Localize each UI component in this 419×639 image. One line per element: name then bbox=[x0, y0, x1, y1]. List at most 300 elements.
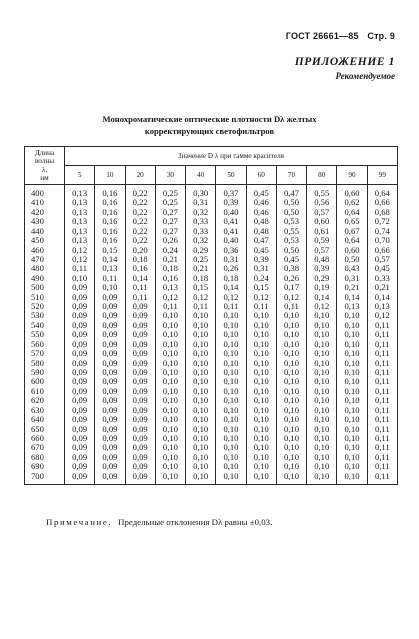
page-header bbox=[280, 31, 395, 41]
density-cell: 0,25 bbox=[155, 185, 185, 199]
density-cell: 0,16 bbox=[125, 264, 155, 273]
gamma-column-header: 40 bbox=[186, 166, 216, 185]
density-cell: 0,10 bbox=[216, 453, 246, 462]
density-cell: 0,41 bbox=[216, 217, 246, 226]
density-cell: 0,13 bbox=[65, 185, 95, 199]
row-header-line: Длина bbox=[34, 148, 55, 157]
density-cell: 0,09 bbox=[125, 472, 155, 485]
density-cell: 0,27 bbox=[155, 227, 185, 236]
density-cell: 0,13 bbox=[155, 283, 185, 292]
density-cell: 0,10 bbox=[216, 472, 246, 485]
density-cell: 0,53 bbox=[276, 217, 306, 226]
density-cell: 0,10 bbox=[246, 396, 276, 405]
density-cell: 0,09 bbox=[65, 443, 95, 452]
density-cell: 0,13 bbox=[65, 236, 95, 245]
density-cell: 0,10 bbox=[307, 349, 337, 358]
density-cell: 0,09 bbox=[95, 311, 125, 320]
density-cell: 0,66 bbox=[367, 198, 397, 207]
standard-number: ГОСТ 26661—85 bbox=[285, 31, 359, 41]
density-cell: 0,74 bbox=[367, 227, 397, 236]
density-cell: 0,10 bbox=[307, 368, 337, 377]
density-cell: 0,27 bbox=[155, 217, 185, 226]
density-cell: 0,57 bbox=[307, 208, 337, 217]
wavelength-cell: 430 bbox=[25, 217, 65, 226]
density-cell: 0,31 bbox=[246, 264, 276, 273]
density-cell: 0,26 bbox=[155, 236, 185, 245]
density-cell: 0,60 bbox=[307, 217, 337, 226]
density-cell: 0,09 bbox=[95, 340, 125, 349]
density-cell: 0,10 bbox=[276, 359, 306, 368]
density-cell: 0,22 bbox=[125, 227, 155, 236]
density-cell: 0,09 bbox=[95, 330, 125, 339]
density-cell: 0,12 bbox=[367, 311, 397, 320]
density-cell: 0,09 bbox=[95, 387, 125, 396]
density-cell: 0,09 bbox=[95, 415, 125, 424]
density-cell: 0,55 bbox=[276, 227, 306, 236]
wavelength-header bbox=[25, 147, 65, 185]
table-title-line2: корректирующих светофильтров bbox=[144, 126, 275, 136]
gamma-column-header: 50 bbox=[216, 166, 246, 185]
density-cell: 0,10 bbox=[276, 462, 306, 471]
density-cell: 0,10 bbox=[246, 453, 276, 462]
density-cell: 0,11 bbox=[367, 340, 397, 349]
density-cell: 0,09 bbox=[65, 302, 95, 311]
gamma-column-header: 30 bbox=[155, 166, 185, 185]
gamma-column-header: 70 bbox=[276, 166, 306, 185]
density-cell: 0,09 bbox=[95, 472, 125, 485]
density-cell: 0,10 bbox=[216, 359, 246, 368]
density-cell: 0,11 bbox=[276, 302, 306, 311]
density-cell: 0,11 bbox=[367, 330, 397, 339]
density-cell: 0,47 bbox=[246, 236, 276, 245]
density-cell: 0,10 bbox=[155, 462, 185, 471]
density-cell: 0,10 bbox=[246, 462, 276, 471]
density-cell: 0,70 bbox=[367, 236, 397, 245]
density-cell: 0,10 bbox=[216, 368, 246, 377]
density-cell: 0,13 bbox=[95, 264, 125, 273]
density-cell: 0,10 bbox=[246, 434, 276, 443]
density-cell: 0,09 bbox=[95, 349, 125, 358]
density-cell: 0,10 bbox=[216, 425, 246, 434]
density-cell: 0,10 bbox=[186, 349, 216, 358]
density-cell: 0,18 bbox=[125, 255, 155, 264]
wavelength-cell: 400 bbox=[25, 185, 65, 199]
density-cell: 0,45 bbox=[246, 185, 276, 199]
gamma-column-header: 99 bbox=[367, 166, 397, 185]
density-cell: 0,13 bbox=[65, 227, 95, 236]
wavelength-cell: 420 bbox=[25, 208, 65, 217]
density-cell: 0,09 bbox=[65, 472, 95, 485]
density-cell: 0,24 bbox=[155, 246, 185, 255]
density-cell: 0,11 bbox=[125, 293, 155, 302]
density-cell: 0,09 bbox=[125, 462, 155, 471]
density-cell: 0,31 bbox=[186, 198, 216, 207]
density-cell: 0,50 bbox=[276, 198, 306, 207]
density-cell: 0,09 bbox=[65, 406, 95, 415]
appendix-subtitle: Рекомендуемое bbox=[335, 71, 395, 81]
density-cell: 0,11 bbox=[216, 302, 246, 311]
density-cell: 0,10 bbox=[246, 330, 276, 339]
wavelength-cell: 520 bbox=[25, 302, 65, 311]
density-cell: 0,10 bbox=[337, 434, 367, 443]
density-cell: 0,11 bbox=[367, 377, 397, 386]
density-cell: 0,48 bbox=[246, 217, 276, 226]
density-cell: 0,21 bbox=[186, 264, 216, 273]
density-cell: 0,10 bbox=[246, 472, 276, 485]
density-cell: 0,16 bbox=[95, 236, 125, 245]
density-cell: 0,10 bbox=[155, 425, 185, 434]
density-cell: 0,09 bbox=[95, 406, 125, 415]
density-cell: 0,10 bbox=[155, 434, 185, 443]
density-cell: 0,41 bbox=[216, 227, 246, 236]
density-cell: 0,11 bbox=[367, 359, 397, 368]
density-cell: 0,27 bbox=[155, 208, 185, 217]
density-cell: 0,10 bbox=[337, 368, 367, 377]
density-cell: 0,10 bbox=[155, 349, 185, 358]
gamma-column-header: 10 bbox=[95, 166, 125, 185]
density-cell: 0,10 bbox=[246, 425, 276, 434]
density-cell: 0,09 bbox=[95, 302, 125, 311]
density-cell: 0,10 bbox=[337, 359, 367, 368]
density-cell: 0,10 bbox=[155, 387, 185, 396]
density-cell: 0,15 bbox=[95, 246, 125, 255]
density-cell: 0,09 bbox=[125, 311, 155, 320]
density-cell: 0,09 bbox=[65, 311, 95, 320]
density-cell: 0,16 bbox=[95, 227, 125, 236]
density-cell: 0,17 bbox=[276, 283, 306, 292]
density-cell: 0,14 bbox=[95, 255, 125, 264]
density-cell: 0,10 bbox=[307, 359, 337, 368]
density-cell: 0,11 bbox=[367, 453, 397, 462]
density-cell: 0,11 bbox=[125, 283, 155, 292]
wavelength-cell: 690 bbox=[25, 462, 65, 471]
density-cell: 0,10 bbox=[276, 472, 306, 485]
density-cell: 0,11 bbox=[367, 443, 397, 452]
density-cell: 0,09 bbox=[65, 359, 95, 368]
density-cell: 0,10 bbox=[276, 434, 306, 443]
density-cell: 0,10 bbox=[216, 321, 246, 330]
appendix-heading bbox=[295, 56, 395, 81]
wavelength-cell: 560 bbox=[25, 340, 65, 349]
density-cell: 0,10 bbox=[155, 406, 185, 415]
density-cell: 0,64 bbox=[337, 208, 367, 217]
density-cell: 0,10 bbox=[337, 387, 367, 396]
density-cell: 0,46 bbox=[246, 208, 276, 217]
density-cell: 0,09 bbox=[95, 359, 125, 368]
density-cell: 0,09 bbox=[65, 434, 95, 443]
density-cell: 0,10 bbox=[186, 462, 216, 471]
density-cell: 0,18 bbox=[155, 264, 185, 273]
density-cell: 0,10 bbox=[246, 321, 276, 330]
density-cell: 0,26 bbox=[216, 264, 246, 273]
density-cell: 0,10 bbox=[307, 462, 337, 471]
density-cell: 0,10 bbox=[216, 406, 246, 415]
wavelength-cell: 490 bbox=[25, 274, 65, 283]
density-cell: 0,36 bbox=[216, 246, 246, 255]
row-header-line: волны bbox=[34, 157, 55, 165]
density-cell: 0,50 bbox=[337, 255, 367, 264]
density-cell: 0,72 bbox=[367, 217, 397, 226]
row-header-line: нм bbox=[40, 174, 49, 182]
table-title-line1: Монохроматические оптические плотности Dλ желтых bbox=[102, 114, 317, 124]
density-cell: 0,10 bbox=[337, 340, 367, 349]
density-cell: 0,10 bbox=[276, 321, 306, 330]
density-cell: 0,09 bbox=[125, 377, 155, 386]
density-cell: 0,10 bbox=[216, 311, 246, 320]
density-cell: 0,10 bbox=[186, 472, 216, 485]
row-header-line: λ, bbox=[41, 165, 48, 174]
density-cell: 0,37 bbox=[216, 185, 246, 199]
density-cell: 0,09 bbox=[95, 377, 125, 386]
density-cell: 0,09 bbox=[125, 368, 155, 377]
wavelength-cell: 590 bbox=[25, 368, 65, 377]
wavelength-cell: 570 bbox=[25, 349, 65, 358]
density-cell: 0,09 bbox=[125, 434, 155, 443]
density-cell: 0,09 bbox=[65, 330, 95, 339]
density-cell: 0,09 bbox=[95, 368, 125, 377]
density-cell: 0,33 bbox=[367, 274, 397, 283]
density-cell: 0,10 bbox=[307, 472, 337, 485]
density-cell: 0,10 bbox=[307, 340, 337, 349]
density-cell: 0,10 bbox=[246, 377, 276, 386]
density-cell: 0,61 bbox=[307, 227, 337, 236]
density-cell: 0,10 bbox=[276, 368, 306, 377]
density-cell: 0,10 bbox=[307, 311, 337, 320]
density-cell: 0,10 bbox=[276, 377, 306, 386]
density-cell: 0,25 bbox=[155, 198, 185, 207]
density-cell: 0,09 bbox=[95, 462, 125, 471]
density-cell: 0,10 bbox=[216, 434, 246, 443]
density-cell: 0,10 bbox=[155, 368, 185, 377]
wavelength-cell: 480 bbox=[25, 264, 65, 273]
density-cell: 0,12 bbox=[186, 293, 216, 302]
density-cell: 0,09 bbox=[65, 387, 95, 396]
density-cell: 0,10 bbox=[155, 443, 185, 452]
density-cell: 0,09 bbox=[65, 462, 95, 471]
wavelength-cell: 530 bbox=[25, 311, 65, 320]
density-cell: 0,10 bbox=[246, 340, 276, 349]
density-cell: 0,09 bbox=[65, 377, 95, 386]
density-cell: 0,16 bbox=[155, 274, 185, 283]
density-cell: 0,09 bbox=[65, 340, 95, 349]
density-cell: 0,10 bbox=[307, 453, 337, 462]
density-cell: 0,22 bbox=[125, 217, 155, 226]
density-cell: 0,67 bbox=[337, 227, 367, 236]
density-cell: 0,10 bbox=[216, 340, 246, 349]
density-cell: 0,15 bbox=[186, 283, 216, 292]
density-cell: 0,14 bbox=[307, 293, 337, 302]
density-cell: 0,33 bbox=[186, 227, 216, 236]
density-cell: 0,13 bbox=[337, 302, 367, 311]
density-cell: 0,09 bbox=[65, 283, 95, 292]
note-text: Предельные отклонения Dλ равны ±0,03. bbox=[118, 517, 273, 527]
density-cell: 0,11 bbox=[367, 368, 397, 377]
density-cell: 0,21 bbox=[337, 283, 367, 292]
density-cell: 0,10 bbox=[276, 349, 306, 358]
wavelength-cell: 550 bbox=[25, 330, 65, 339]
gamma-column-header: 60 bbox=[246, 166, 276, 185]
gamma-group-header: Значение D λ при гамме красителя bbox=[65, 147, 398, 166]
wavelength-cell: 460 bbox=[25, 246, 65, 255]
density-cell: 0,10 bbox=[276, 387, 306, 396]
density-cell: 0,10 bbox=[246, 387, 276, 396]
density-cell: 0,09 bbox=[125, 415, 155, 424]
density-cell: 0,10 bbox=[307, 387, 337, 396]
density-cell: 0,10 bbox=[276, 396, 306, 405]
wavelength-cell: 440 bbox=[25, 227, 65, 236]
density-cell: 0,20 bbox=[125, 246, 155, 255]
density-cell: 0,10 bbox=[155, 453, 185, 462]
density-cell: 0,10 bbox=[246, 368, 276, 377]
wavelength-cell: 620 bbox=[25, 396, 65, 405]
density-cell: 0,10 bbox=[276, 415, 306, 424]
density-cell: 0,45 bbox=[276, 255, 306, 264]
density-cell: 0,68 bbox=[367, 208, 397, 217]
density-cell: 0,10 bbox=[276, 340, 306, 349]
density-cell: 0,10 bbox=[246, 349, 276, 358]
density-cell: 0,12 bbox=[276, 293, 306, 302]
density-cell: 0,57 bbox=[307, 246, 337, 255]
density-cell: 0,22 bbox=[125, 208, 155, 217]
density-cell: 0,09 bbox=[125, 406, 155, 415]
density-cell: 0,38 bbox=[276, 264, 306, 273]
density-cell: 0,10 bbox=[276, 443, 306, 452]
density-cell: 0,13 bbox=[367, 302, 397, 311]
density-cell: 0,50 bbox=[276, 208, 306, 217]
density-cell: 0,29 bbox=[186, 246, 216, 255]
density-cell: 0,10 bbox=[337, 443, 367, 452]
density-cell: 0,40 bbox=[216, 236, 246, 245]
density-cell: 0,10 bbox=[307, 415, 337, 424]
density-cell: 0,14 bbox=[216, 283, 246, 292]
density-cell: 0,43 bbox=[337, 264, 367, 273]
density-cell: 0,14 bbox=[367, 293, 397, 302]
density-cell: 0,11 bbox=[367, 462, 397, 471]
density-cell: 0,10 bbox=[186, 359, 216, 368]
density-cell: 0,10 bbox=[307, 330, 337, 339]
density-cell: 0,18 bbox=[186, 274, 216, 283]
density-cell: 0,10 bbox=[216, 349, 246, 358]
density-cell: 0,10 bbox=[337, 453, 367, 462]
density-cell: 0,09 bbox=[65, 368, 95, 377]
table-note bbox=[46, 517, 272, 527]
density-cell: 0,11 bbox=[367, 425, 397, 434]
density-cell: 0,09 bbox=[65, 425, 95, 434]
density-cell: 0,09 bbox=[95, 396, 125, 405]
wavelength-cell: 630 bbox=[25, 406, 65, 415]
density-cell: 0,26 bbox=[276, 274, 306, 283]
wavelength-cell: 580 bbox=[25, 359, 65, 368]
density-cell: 0,10 bbox=[337, 321, 367, 330]
density-cell: 0,09 bbox=[125, 396, 155, 405]
density-cell: 0,10 bbox=[337, 406, 367, 415]
density-cell: 0,50 bbox=[276, 246, 306, 255]
density-cell: 0,21 bbox=[367, 283, 397, 292]
density-cell: 0,55 bbox=[307, 185, 337, 199]
density-cell: 0,09 bbox=[125, 387, 155, 396]
density-cell: 0,10 bbox=[155, 321, 185, 330]
density-cell: 0,12 bbox=[155, 293, 185, 302]
density-cell: 0,12 bbox=[216, 293, 246, 302]
density-cell: 0,10 bbox=[186, 330, 216, 339]
density-cell: 0,31 bbox=[337, 274, 367, 283]
density-cell: 0,09 bbox=[95, 425, 125, 434]
density-cell: 0,13 bbox=[65, 208, 95, 217]
density-cell: 0,14 bbox=[337, 293, 367, 302]
wavelength-cell: 450 bbox=[25, 236, 65, 245]
density-cell: 0,18 bbox=[216, 274, 246, 283]
density-cell: 0,09 bbox=[65, 453, 95, 462]
density-cell: 0,48 bbox=[246, 227, 276, 236]
density-cell: 0,10 bbox=[337, 472, 367, 485]
density-cell: 0,10 bbox=[216, 330, 246, 339]
wavelength-cell: 700 bbox=[25, 472, 65, 485]
gamma-column-header: 20 bbox=[125, 166, 155, 185]
density-cell: 0,10 bbox=[337, 396, 367, 405]
density-cell: 0,09 bbox=[95, 443, 125, 452]
appendix-title: ПРИЛОЖЕНИЕ 1 bbox=[294, 56, 395, 68]
density-cell: 0,10 bbox=[186, 434, 216, 443]
wavelength-cell: 500 bbox=[25, 283, 65, 292]
density-cell: 0,25 bbox=[186, 255, 216, 264]
density-cell: 0,10 bbox=[276, 425, 306, 434]
density-cell: 0,39 bbox=[216, 198, 246, 207]
density-cell: 0,09 bbox=[125, 443, 155, 452]
gamma-column-headers bbox=[25, 166, 398, 185]
density-cell: 0,13 bbox=[65, 198, 95, 207]
density-cell: 0,10 bbox=[155, 377, 185, 386]
wavelength-cell: 650 bbox=[25, 425, 65, 434]
density-cell: 0,11 bbox=[367, 321, 397, 330]
density-cell: 0,10 bbox=[186, 311, 216, 320]
density-cell: 0,10 bbox=[216, 396, 246, 405]
note-label: Примечание. bbox=[46, 517, 113, 527]
density-cell: 0,10 bbox=[186, 396, 216, 405]
density-cell: 0,10 bbox=[65, 274, 95, 283]
density-cell: 0,11 bbox=[186, 302, 216, 311]
density-cell: 0,62 bbox=[337, 198, 367, 207]
density-cell: 0,09 bbox=[125, 425, 155, 434]
density-cell: 0,10 bbox=[155, 340, 185, 349]
density-cell: 0,12 bbox=[307, 302, 337, 311]
density-cell: 0,10 bbox=[186, 406, 216, 415]
density-cell: 0,39 bbox=[307, 264, 337, 273]
density-cell: 0,10 bbox=[276, 453, 306, 462]
density-table bbox=[24, 146, 398, 485]
density-cell: 0,19 bbox=[307, 283, 337, 292]
wavelength-cell: 680 bbox=[25, 453, 65, 462]
density-cell: 0,30 bbox=[186, 185, 216, 199]
density-cell: 0,10 bbox=[186, 415, 216, 424]
density-cell: 0,32 bbox=[186, 208, 216, 217]
density-cell: 0,11 bbox=[155, 302, 185, 311]
density-cell: 0,09 bbox=[65, 293, 95, 302]
density-cell: 0,10 bbox=[186, 340, 216, 349]
density-cell: 0,64 bbox=[337, 236, 367, 245]
density-cell: 0,10 bbox=[216, 387, 246, 396]
density-cell: 0,24 bbox=[246, 274, 276, 283]
density-cell: 0,09 bbox=[95, 453, 125, 462]
gamma-column-header: 5 bbox=[65, 166, 95, 185]
density-cell: 0,46 bbox=[246, 198, 276, 207]
density-cell: 0,10 bbox=[186, 443, 216, 452]
density-cell: 0,10 bbox=[216, 443, 246, 452]
density-cell: 0,10 bbox=[186, 453, 216, 462]
density-cell: 0,11 bbox=[246, 302, 276, 311]
density-cell: 0,60 bbox=[337, 246, 367, 255]
wavelength-cell: 640 bbox=[25, 415, 65, 424]
density-cell: 0,10 bbox=[307, 321, 337, 330]
